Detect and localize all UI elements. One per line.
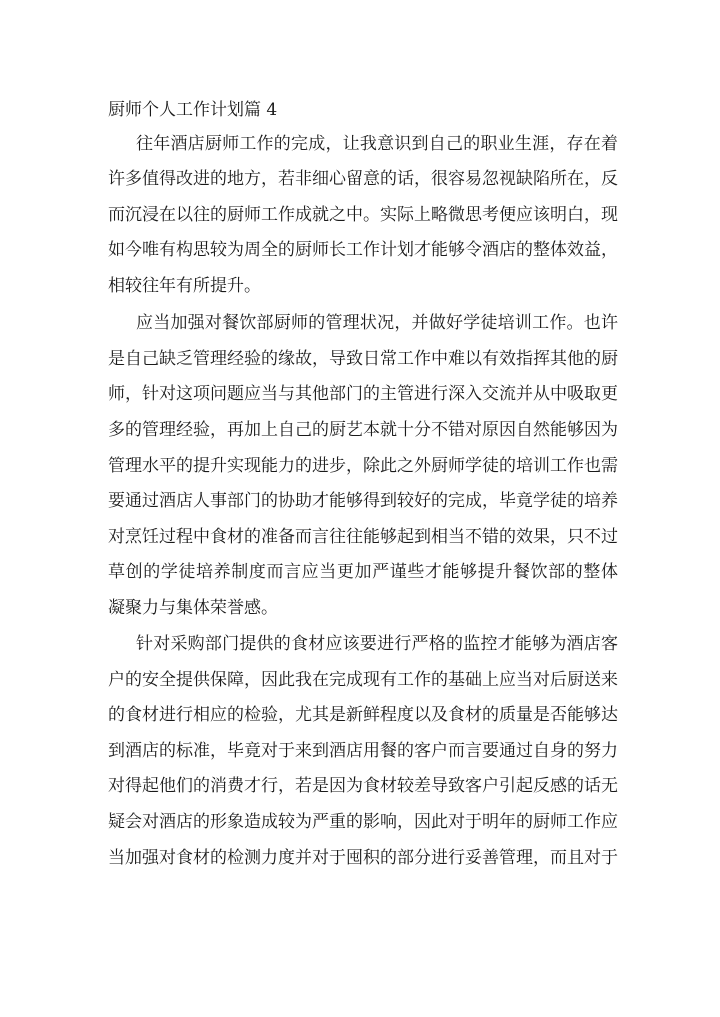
text-line: 是自己缺乏管理经验的缘故，导致日常工作中难以有效指挥其他的厨 xyxy=(108,349,618,369)
text-line: 管理水平的提升实现能力的进步，除此之外厨师学徒的培训工作也需 xyxy=(108,456,618,476)
text-line: 往年酒店厨师工作的完成，让我意识到自己的职业生涯，存在着 xyxy=(136,134,618,154)
text-line: 相较往年有所提升。 xyxy=(108,276,261,296)
text-line: 到酒店的标准，毕竟对于来到酒店用餐的客户而言要通过自身的努力 xyxy=(108,741,618,761)
text-line: 多的管理经验，再加上自己的厨艺本就十分不错对原因自然能够因为 xyxy=(108,420,618,440)
document-title: 厨师个人工作计划篇 4 xyxy=(108,100,278,120)
text-line: 的食材进行相应的检验，尤其是新鲜程度以及食材的质量是否能够达 xyxy=(108,705,618,725)
text-line: 凝聚力与集体荣誉感。 xyxy=(108,598,278,618)
text-line: 师，针对这项问题应当与其他部门的主管进行深入交流并从中吸取更 xyxy=(108,384,618,404)
text-line: 如今唯有构思较为周全的厨师长工作计划才能够令酒店的整体效益， xyxy=(108,240,618,260)
text-line: 当加强对食材的检测力度并对于囤积的部分进行妥善管理，而且对于 xyxy=(108,848,618,868)
text-line: 而沉浸在以往的厨师工作成就之中。实际上略微思考便应该明白，现 xyxy=(108,205,618,225)
text-line: 应当加强对餐饮部厨师的管理状况，并做好学徒培训工作。也许 xyxy=(136,313,618,333)
text-line: 户的安全提供保障，因此我在完成现有工作的基础上应当对后厨送来 xyxy=(108,670,618,690)
text-line: 要通过酒店人事部门的协助才能够得到较好的完成，毕竟学徒的培养 xyxy=(108,491,618,511)
text-line: 许多值得改进的地方，若非细心留意的话，很容易忽视缺陷所在，反 xyxy=(108,169,618,189)
text-line: 对烹饪过程中食材的准备而言往往能够起到相当不错的效果，只不过 xyxy=(108,527,618,547)
text-line: 对得起他们的消费才行，若是因为食材较差导致客户引起反感的话无 xyxy=(108,776,618,796)
text-line: 草创的学徒培养制度而言应当更加严谨些才能够提升餐饮部的整体 xyxy=(108,562,618,582)
text-line: 疑会对酒店的形象造成较为严重的影响，因此对于明年的厨师工作应 xyxy=(108,812,618,832)
text-line: 针对采购部门提供的食材应该要进行严格的监控才能够为酒店客 xyxy=(136,634,618,654)
